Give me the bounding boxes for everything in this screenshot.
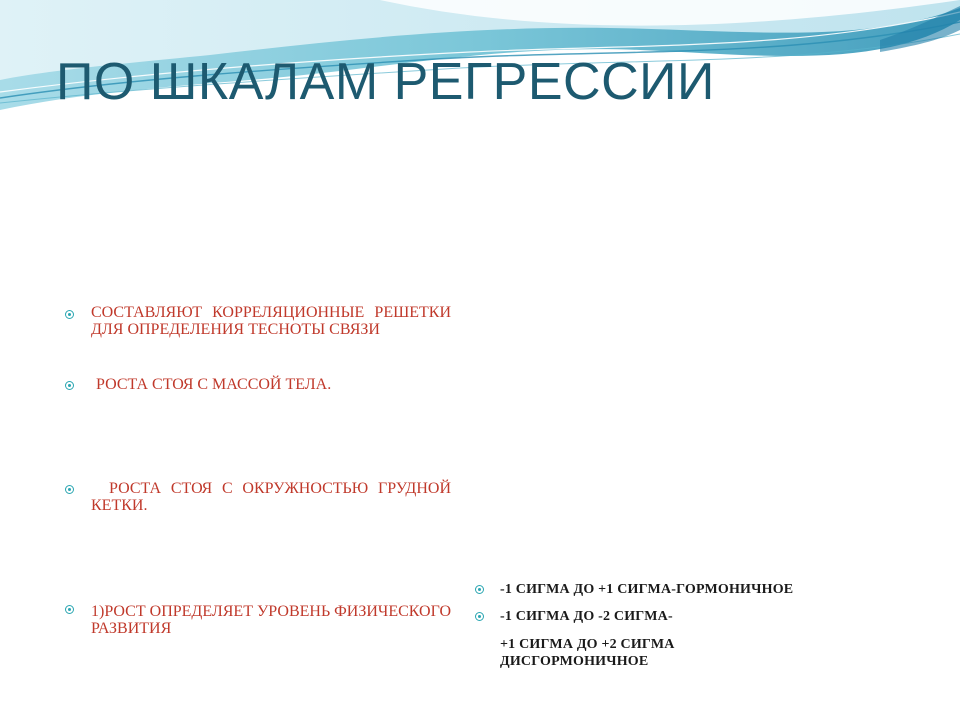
bullet-marker-icon: [65, 381, 74, 390]
bullet-marker-icon: [65, 485, 74, 494]
bullet-marker-icon: [65, 605, 74, 614]
slide-title: ПО ШКАЛАМ РЕГРЕССИИ: [56, 53, 715, 111]
left-bullet-2: РОСТА СТОЯ С МАССОЙ ТЕЛА.: [96, 376, 332, 393]
left-bullet-3: РОСТА СТОЯ С ОКРУЖНОСТЬЮ ГРУДНОЙ КЕТКИ.: [91, 480, 451, 514]
right-bullet-2: -1 СИГМА ДО -2 СИГМА-: [500, 609, 673, 624]
bullet-marker-icon: [475, 612, 484, 621]
right-bullet-continuation: +1 СИГМА ДО +2 СИГМА ДИСГОРМОНИЧНОЕ: [500, 637, 675, 669]
left-bullet-1: СОСТАВЛЯЮТ КОРРЕЛЯЦИОННЫЕ РЕШЕТКИ ДЛЯ ОПРЕДЕЛЕНИЯ ТЕСНОТЫ СВЯЗИ: [91, 304, 451, 338]
right-bullet-1: -1 СИГМА ДО +1 СИГМА-ГОРМОНИЧНОЕ: [500, 582, 794, 597]
bullet-marker-icon: [475, 585, 484, 594]
bullet-marker-icon: [65, 310, 74, 319]
left-bullet-4: 1)РОСТ ОПРЕДЕЛЯЕТ УРОВЕНЬ ФИЗИЧЕСКОГО РАЗВИТИЯ: [91, 603, 451, 637]
